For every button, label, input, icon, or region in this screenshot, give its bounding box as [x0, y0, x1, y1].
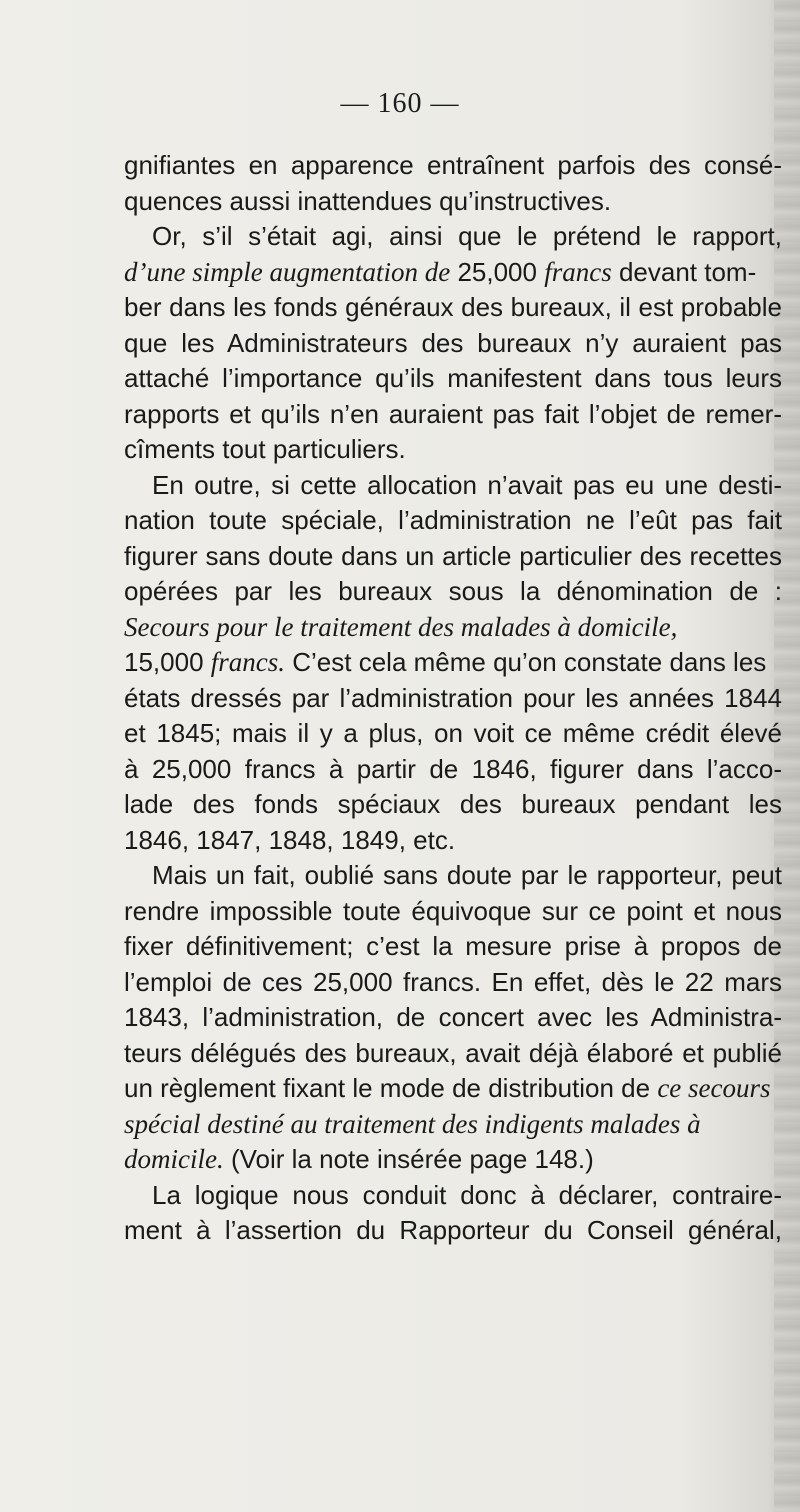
- text-line: ber dans les fonds généraux des bureaux, il est probable: [124, 292, 782, 322]
- text-line: 15,000 francs. C’est cela même qu’on constate dans les: [124, 647, 767, 677]
- italic-phrase: ce secours: [657, 1073, 771, 1103]
- text-line: rapports et qu’ils n’en auraient pas fait l’objet de remer-: [124, 398, 782, 429]
- text-line: que les Administrateurs des bureaux n’y auraient pas: [124, 327, 782, 358]
- text-line: 1846, 1847, 1848, 1849, etc.: [124, 824, 456, 855]
- text-line: gnifiantes en apparence entraînent parfois des consé-: [124, 150, 782, 180]
- text-line: Mais un fait, oublié sans doute par le rapporteur, peut: [152, 860, 782, 890]
- text-line: Or, s’il s’était agi, ainsi que le prétend le rapport,: [152, 221, 782, 251]
- text-line: rendre impossible toute équivoque sur ce point et nous: [124, 895, 782, 926]
- text-line: domicile. (Voir la note insérée page 148.): [124, 1144, 594, 1174]
- text-line: attaché l’importance qu’ils manifestent dans tous leurs: [124, 363, 782, 393]
- text-line: l’emploi de ces 25,000 francs. En effet, dès le 22 mars: [124, 966, 782, 997]
- text-line: d’une simple augmentation de 25,000 francs devant tom-: [124, 256, 757, 287]
- text-line: cîments tout particuliers.: [124, 434, 406, 464]
- text-line: fixer définitivement; c’est la mesure prise à propos de: [124, 931, 782, 961]
- italic-phrase: d’une simple augmentation de: [124, 256, 451, 287]
- text-line: nation toute spéciale, l’administration ne l’eût pas fait: [124, 505, 782, 535]
- italic-phrase: spécial destiné au traitement des indigents malades à: [124, 1108, 701, 1139]
- text-line: et 1845; mais il y a plus, on voit ce même crédit élevé: [124, 718, 782, 748]
- text-line: [124, 1107, 782, 1143]
- text-line: ment à l’assertion du Rapporteur du Conseil général,: [124, 1215, 782, 1245]
- page-number: — 160 —: [340, 88, 460, 119]
- italic-phrase: francs: [544, 256, 612, 287]
- body-text: [124, 148, 782, 1249]
- text-line: 1843, l’administration, de concert avec les Administra-: [124, 1002, 782, 1032]
- text-line: états dressés par l’administration pour les années 1844: [124, 682, 782, 713]
- italic-phrase: Secours pour le traitement des malades à domicile,: [124, 611, 678, 642]
- text-line: figurer sans doute dans un article particulier des recettes: [124, 540, 782, 571]
- italic-phrase: domicile.: [124, 1144, 224, 1174]
- text-line: un règlement fixant le mode de distribution de ce secours: [124, 1073, 771, 1103]
- text-line: [124, 610, 782, 646]
- text-line: quences aussi inattendues qu’instructives.: [124, 185, 612, 216]
- italic-phrase: francs.: [210, 647, 286, 677]
- text-line: La logique nous conduit donc à déclarer, contraire-: [152, 1179, 782, 1210]
- text-line: teurs délégués des bureaux, avait déjà élaboré et publié: [124, 1037, 782, 1068]
- text-line: à 25,000 francs à partir de 1846, figurer dans l’acco-: [124, 753, 782, 784]
- text-line: En outre, si cette allocation n’avait pas eu une desti-: [152, 469, 782, 500]
- text-line: opérées par les bureaux sous la dénomination de :: [124, 576, 782, 606]
- text-line: lade des fonds spéciaux des bureaux pendant les: [124, 789, 782, 819]
